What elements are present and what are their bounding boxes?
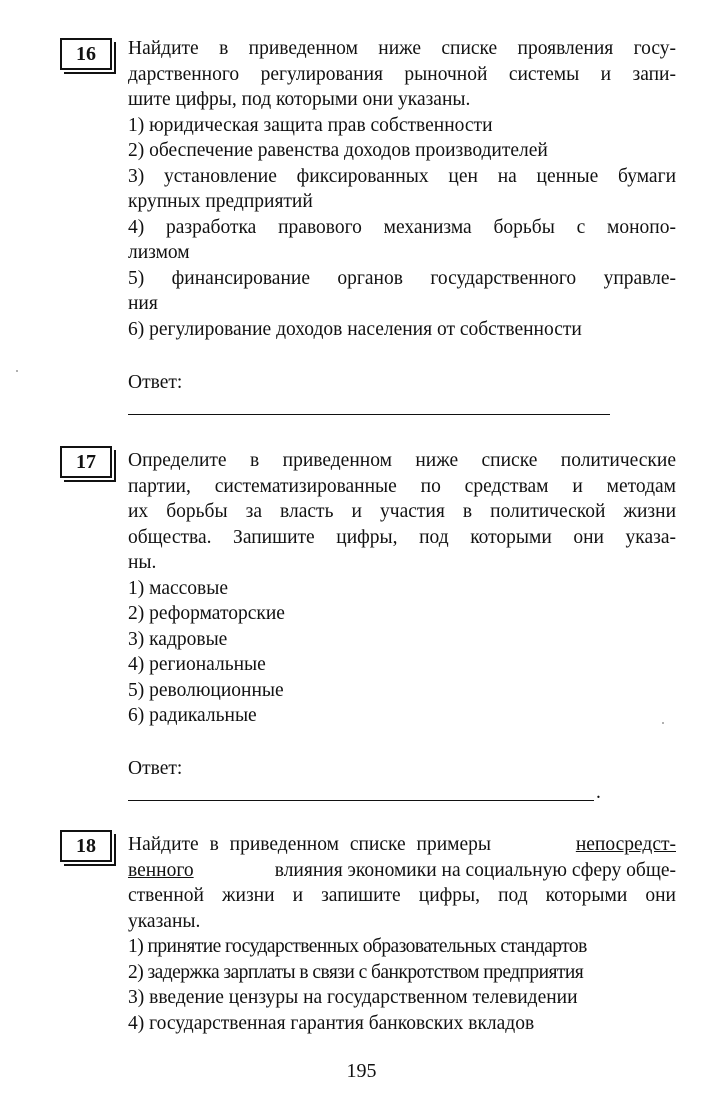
answer-field[interactable] [128,800,594,801]
task-number-box [60,446,112,478]
question-line: Определите в приведенном ниже списке политические [128,450,676,471]
option-line: 6) радикальные [128,705,257,726]
question-line: шите цифры, под которыми они указаны. [128,89,471,110]
option-line: ния [128,293,158,314]
option-line: 1) массовые [128,577,229,599]
option-line: лизмом [128,242,190,263]
answer-label: Ответ: [128,758,183,779]
answer-label: Ответ: [128,372,183,393]
option-line: 2) реформаторские [128,603,285,624]
question-line [128,858,676,884]
page-number: 195 [346,1060,377,1082]
task-number: 16 [76,42,96,65]
scan-speck [16,370,18,372]
option-line: крупных предприятий [128,191,313,212]
option-line: 1) юридическая защита прав собственности [128,114,493,136]
task-text [128,448,676,729]
question-line: ственной жизни и запишите цифры, под которыми они [128,885,676,906]
option-line: 3) введение цензуры на государственном телевидении [128,987,578,1008]
option-line: 5) финансирование органов государственного управле- [128,267,676,289]
option-line: 3) установление фиксированных цен на ценные бумаги [128,165,676,187]
question-line-start: Найдите в приведенном списке примеры [128,834,502,855]
option-line: 2) задержка зарплаты в связи с банкротством предприятия [128,961,584,983]
question-line: их борьбы за власть и участия в политической жизни [128,501,676,522]
option-line: 5) революционные [128,679,284,701]
question-line: дарственного регулирования рыночной системы и запи- [128,63,676,85]
scan-speck [662,722,664,724]
underlined-term-start: непосредст- [575,834,676,855]
option-line: 6) регулирование доходов населения от собственности [128,318,582,340]
option-line: 4) разработка правового механизма борьбы с монопо- [128,216,676,238]
question-line: указаны. [128,910,201,932]
question-line: Найдите в приведенном ниже списке проявления госу- [128,38,676,59]
task-number-box [60,38,112,70]
question-line: общества. Запишите цифры, под которыми они указа- [128,526,676,548]
answer-end-mark: . [596,782,601,803]
option-line: 4) региональные [128,654,266,675]
question-line: партии, систематизированные по средствам и методам [128,475,676,497]
question-line [128,832,676,858]
option-line: 4) государственная гарантия банковских вкладов [128,1012,535,1034]
task-text [128,36,676,342]
underlined-term-end: венного [128,859,194,881]
task-text [128,832,676,1036]
option-line: 1) принятие государственных образовательных стандартов [128,936,587,957]
answer-field[interactable] [128,414,610,415]
task-number-box [60,830,112,862]
option-line: 3) кадровые [128,628,228,650]
task-number: 17 [76,450,96,473]
question-line: ны. [128,552,157,573]
question-line-rest: влияния экономики на социальную сферу обще- [269,859,676,881]
task-number: 18 [76,834,96,857]
option-line: 2) обеспечение равенства доходов производителей [128,140,548,161]
